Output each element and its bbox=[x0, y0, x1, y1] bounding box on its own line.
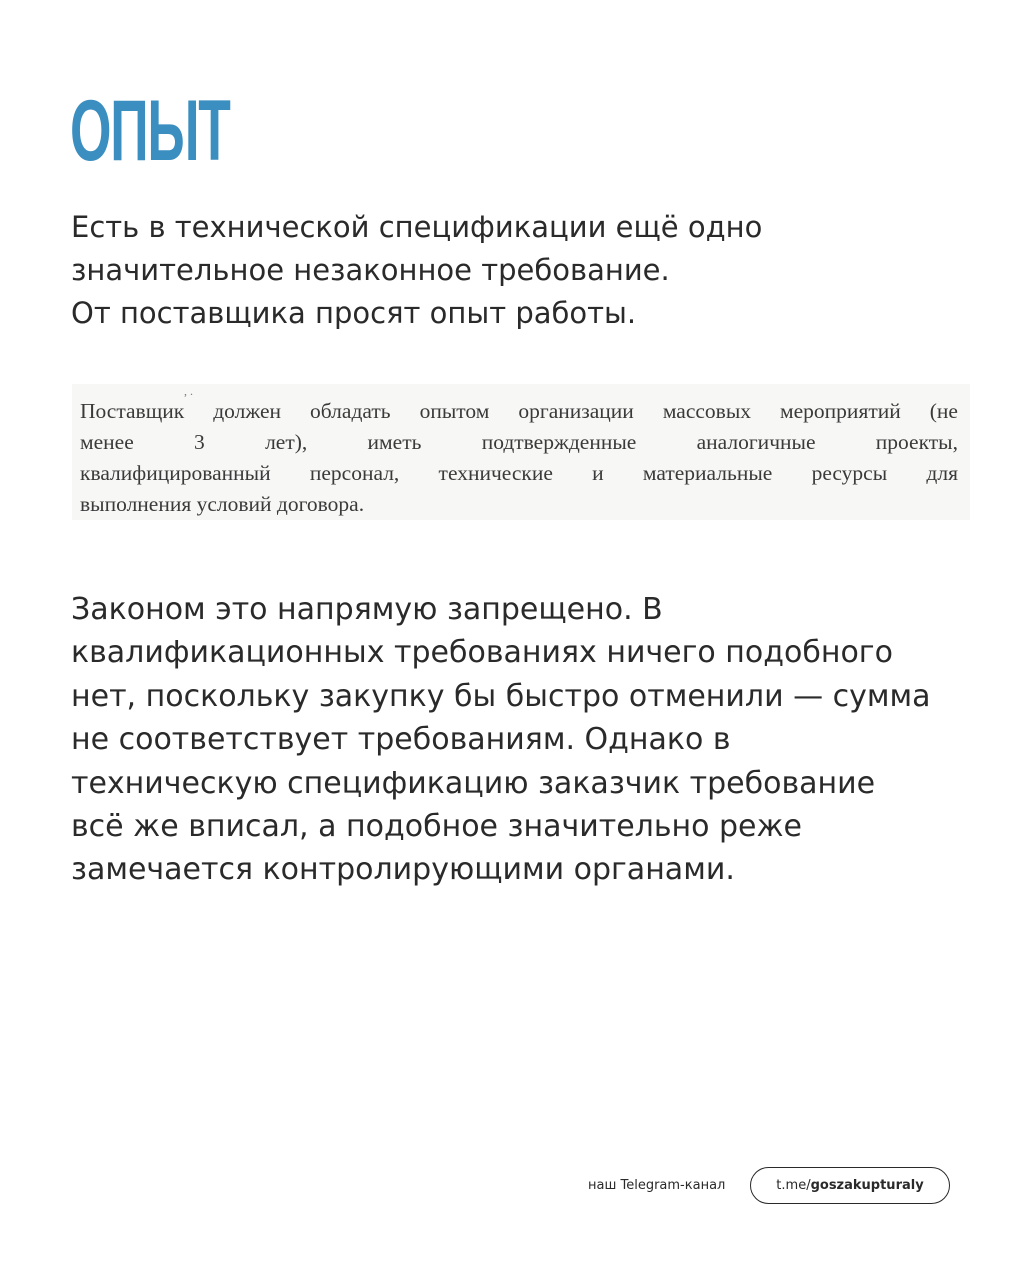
body-line: замечается контролирующими органами. bbox=[71, 852, 735, 888]
scan-word: мероприятий bbox=[780, 399, 901, 423]
scan-line bbox=[80, 458, 958, 489]
scan-word: для bbox=[926, 461, 958, 485]
scan-word: 3 bbox=[194, 430, 205, 454]
scan-word: подтвержденные bbox=[481, 430, 637, 454]
scan-word: выполнения условий договора. bbox=[80, 492, 365, 516]
scan-artifact-marks: , . bbox=[184, 384, 193, 398]
body-line: не соответствует требованиям. Однако в bbox=[71, 722, 731, 758]
main-paragraph bbox=[71, 588, 961, 892]
scan-word: Поставщик bbox=[80, 399, 185, 423]
intro-line: От поставщика просят опыт работы. bbox=[71, 296, 637, 330]
telegram-link-handle: goszakupturaly bbox=[810, 1178, 924, 1193]
body-line: всё же вписал, а подобное значительно реже bbox=[71, 809, 803, 845]
scan-word: организации bbox=[518, 399, 634, 423]
scan-word: должен bbox=[213, 399, 281, 423]
scan-line bbox=[80, 396, 958, 427]
scan-word: квалифицированный bbox=[80, 461, 271, 485]
body-line: техническую спецификацию заказчик требование bbox=[71, 765, 876, 801]
telegram-channel-link[interactable] bbox=[750, 1167, 950, 1204]
scan-word: менее bbox=[80, 430, 134, 454]
scan-text-block bbox=[80, 396, 958, 520]
scan-word: опытом bbox=[419, 399, 490, 423]
scan-word: и bbox=[592, 461, 604, 485]
body-line: квалификационных требованиях ничего подобного bbox=[71, 635, 893, 671]
scan-word: обладать bbox=[310, 399, 391, 423]
intro-paragraph bbox=[71, 206, 971, 335]
intro-line: значительное незаконное требование. bbox=[71, 253, 670, 287]
scan-word: ресурсы bbox=[811, 461, 888, 485]
scan-word: материальные bbox=[642, 461, 773, 485]
telegram-channel-label: наш Telegram-канал bbox=[588, 1178, 726, 1193]
body-line: нет, поскольку закупку бы быстро отменили — сумма bbox=[71, 678, 931, 714]
scanned-document-excerpt bbox=[72, 384, 970, 520]
scan-word: аналогичные bbox=[696, 430, 816, 454]
scan-word: проекты, bbox=[875, 430, 958, 454]
scan-word: лет), bbox=[265, 430, 308, 454]
scan-word: иметь bbox=[367, 430, 422, 454]
scan-line bbox=[80, 489, 958, 520]
scan-word: персонал, bbox=[309, 461, 400, 485]
telegram-link-prefix: t.me/ bbox=[776, 1178, 811, 1193]
scan-line bbox=[80, 427, 958, 458]
scan-word: массовых bbox=[662, 399, 752, 423]
intro-line: Есть в технической спецификации ещё одно bbox=[71, 210, 763, 244]
scan-word: технические bbox=[438, 461, 553, 485]
scan-word: (не bbox=[929, 399, 958, 423]
body-line: Законом это напрямую запрещено. В bbox=[71, 592, 663, 627]
page-title: ОПЫТ bbox=[70, 83, 230, 179]
